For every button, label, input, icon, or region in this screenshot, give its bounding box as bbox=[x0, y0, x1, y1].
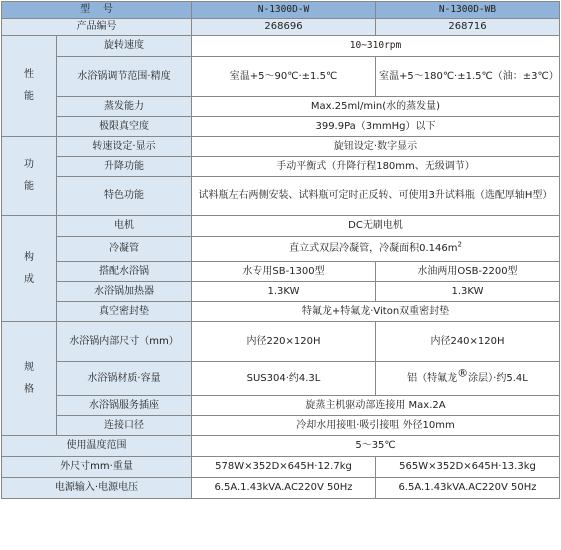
row-value: DC无刷电机 bbox=[192, 216, 560, 237]
table-row bbox=[2, 396, 560, 416]
code-wb: 268716 bbox=[376, 19, 560, 36]
row-value-w: 578W×352D×645H·12.7kg bbox=[192, 457, 376, 478]
row-label: 冷凝管 bbox=[57, 237, 192, 262]
table-row bbox=[2, 36, 560, 57]
row-value: 旋蒸主机驱动部连接用 Max.2A bbox=[192, 396, 560, 416]
table-row bbox=[2, 282, 560, 302]
row-label: 特色功能 bbox=[57, 177, 192, 216]
row-label: 水浴锅调节范围·精度 bbox=[57, 57, 192, 97]
table-row bbox=[2, 216, 560, 237]
row-label: 电机 bbox=[57, 216, 192, 237]
row-value-w: 水专用SB-1300型 bbox=[192, 262, 376, 282]
row-label: 水浴锅服务插座 bbox=[57, 396, 192, 416]
category-spec: 规 格 bbox=[2, 322, 57, 436]
row-value: 冷却水用接咀·吸引接咀 外径10mm bbox=[192, 416, 560, 436]
row-value-wb: 室温+5～180℃·±1.5℃（油：±3℃） bbox=[376, 57, 560, 97]
table-row bbox=[2, 97, 560, 117]
row-label: 连接口径 bbox=[57, 416, 192, 436]
row-label: 使用温度范围 bbox=[2, 436, 192, 457]
row-value-wb: 6.5A.1.43kVA.AC220V 50Hz bbox=[376, 478, 560, 499]
row-value-wb-suffix: 涂层）·约5.4L bbox=[468, 372, 528, 384]
table-row bbox=[2, 117, 560, 137]
row-value: 旋钮设定·数字显示 bbox=[192, 137, 560, 157]
table-row bbox=[2, 177, 560, 216]
category-performance: 性 能 bbox=[2, 36, 57, 137]
category-function: 功 能 bbox=[2, 137, 57, 216]
model-wb: N-1300D-WB bbox=[376, 2, 560, 19]
area-exponent: 2 bbox=[457, 240, 462, 249]
row-label: 转速设定·显示 bbox=[57, 137, 192, 157]
model-label: 型 号 bbox=[2, 2, 192, 19]
model-w: N-1300D-W bbox=[192, 2, 376, 19]
row-label: 搭配水浴锅 bbox=[57, 262, 192, 282]
table-row bbox=[2, 57, 560, 97]
row-value: Max.25ml/min(水的蒸发量) bbox=[192, 97, 560, 117]
row-value-wb-cell bbox=[376, 362, 560, 396]
row-value: 手动平衡式（升降行程180mm、无级调节） bbox=[192, 157, 560, 177]
row-value-wb: 565W×352D×645H·13.3kg bbox=[376, 457, 560, 478]
row-label: 水浴锅材质·容量 bbox=[57, 362, 192, 396]
row-value: 10~310rpm bbox=[192, 36, 560, 57]
row-value-wb: 1.3KW bbox=[376, 282, 560, 302]
row-value-wb: 内径240×120H bbox=[376, 322, 560, 362]
row-value-w: 6.5A.1.43kVA.AC220V 50Hz bbox=[192, 478, 376, 499]
row-label: 旋转速度 bbox=[57, 36, 192, 57]
row-value: 试料瓶左右两侧安装、试料瓶可定时正反转、可使用3升试料瓶（选配厚轴H型） bbox=[192, 177, 560, 216]
table-row bbox=[2, 362, 560, 396]
code-label: 产品编号 bbox=[2, 19, 192, 36]
row-value-w: SUS304·约4.3L bbox=[192, 362, 376, 396]
registered-mark: ® bbox=[457, 366, 469, 380]
table-row bbox=[2, 322, 560, 362]
row-value-w: 内径220×120H bbox=[192, 322, 376, 362]
table-row bbox=[2, 416, 560, 436]
table-row bbox=[2, 157, 560, 177]
category-structure: 构 成 bbox=[2, 216, 57, 322]
row-value-w: 室温+5～90℃·±1.5℃ bbox=[192, 57, 376, 97]
row-value-wb: 水油两用OSB-2200型 bbox=[376, 262, 560, 282]
header-model-row bbox=[2, 2, 560, 19]
row-label: 水浴锅加热器 bbox=[57, 282, 192, 302]
table-row bbox=[2, 137, 560, 157]
row-label: 电源输入·电源电压 bbox=[2, 478, 192, 499]
row-label: 蒸发能力 bbox=[57, 97, 192, 117]
row-label: 真空密封垫 bbox=[57, 302, 192, 322]
row-value-wb: 铝（特氟龙 bbox=[407, 372, 458, 384]
table-row bbox=[2, 302, 560, 322]
table-row bbox=[2, 262, 560, 282]
code-w: 268696 bbox=[192, 19, 376, 36]
row-label: 极限真空度 bbox=[57, 117, 192, 137]
header-code-row bbox=[2, 19, 560, 36]
row-label: 外尺寸mm·重量 bbox=[2, 457, 192, 478]
row-value: 特氟龙+特氟龙·Viton双重密封垫 bbox=[192, 302, 560, 322]
row-value: 5～35℃ bbox=[192, 436, 560, 457]
table-row bbox=[2, 237, 560, 262]
table-row bbox=[2, 457, 560, 478]
table-row bbox=[2, 478, 560, 499]
row-value: 399.9Pa（3mmHg）以下 bbox=[192, 117, 560, 137]
row-label: 水浴锅内部尺寸（mm） bbox=[57, 322, 192, 362]
row-value: 直立式双层冷凝管，冷凝面积0.146m bbox=[289, 243, 458, 254]
row-value-w: 1.3KW bbox=[192, 282, 376, 302]
row-label: 升降功能 bbox=[57, 157, 192, 177]
spec-table bbox=[1, 1, 560, 499]
table-row bbox=[2, 436, 560, 457]
row-value-cell bbox=[192, 237, 560, 262]
